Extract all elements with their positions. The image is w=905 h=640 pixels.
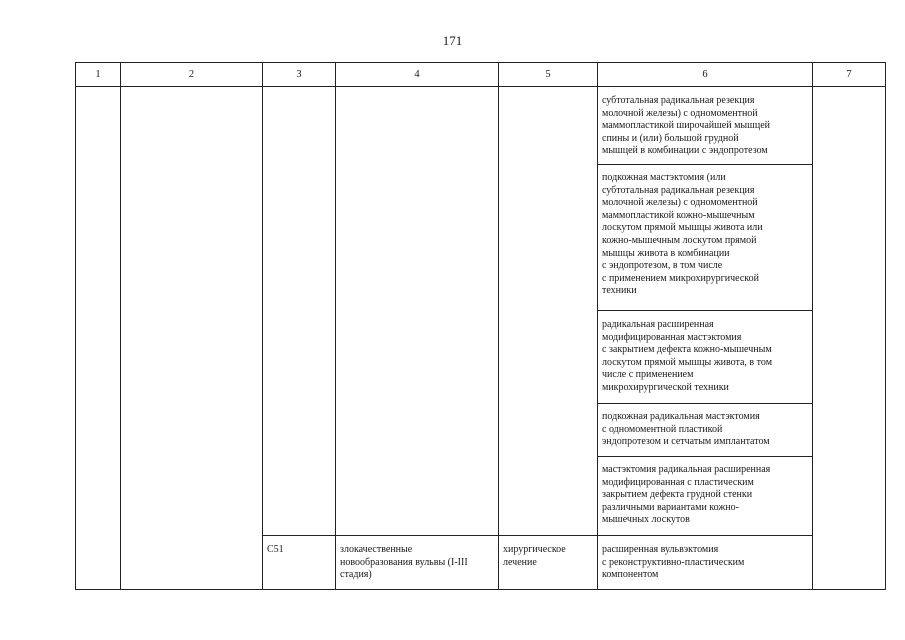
treatment-method-cell: радикальная расширенная модифицированная мастэктомия с закрытием дефекта кожно-мышечным лоскутом прямой мышцы живота, в том числе с применением микрохирургической техники [602,319,773,393]
column-header: 4 [414,69,420,80]
col-border [75,62,76,590]
treatment-method-cell: мастэктомия радикальная расширенная модифицированная с пластическим закрытием дефекта грудной стенки различными вариантами кожно- мышечных лоскутов [602,464,771,526]
column-header: 1 [95,69,101,80]
treatment-method-cell: субтотальная радикальная резекция молочной железы) с одномоментной маммопластикой широчайшей мышцей спины и (или) большой грудной мышцей в комбинации с эндопротезом [602,95,770,157]
column-header: 7 [846,69,852,80]
treatment-type-cell: хирургическое лечение [503,544,566,568]
diagnosis-cell: злокачественные новообразования вульвы (I-III стадия) [340,544,468,581]
table-bottom-border [75,589,886,590]
row-divider [597,164,812,165]
page-number: 171 [442,33,463,48]
row-divider [597,310,812,311]
column-header: 3 [296,69,302,80]
column-header: 5 [545,69,551,80]
row-divider [597,403,812,404]
treatment-method-cell: расширенная вульвэктомия с реконструктивно-пластическим компонентом [602,544,745,581]
row-divider [597,456,812,457]
col-border [120,62,121,590]
col-border [597,62,598,590]
table-top-border [75,62,886,63]
treatment-method-cell: подкожная мастэктомия (или субтотальная радикальная резекция молочной железы) с одномоментной маммопластикой кожно-мышечным лоскутом прямой мышцы живота или кожно-мышечным лоскутом прямой мышцы живота в комбинации с эндопротезом, в том числе с применением микрохирургической техники [602,172,763,297]
column-header: 6 [702,69,708,80]
diagnosis-code-cell: C51 [267,544,284,555]
col-border [498,62,499,590]
row-divider [262,535,812,536]
header-bottom-border [75,86,886,87]
column-header: 2 [188,69,195,80]
col-border [335,62,336,590]
col-border [812,62,813,590]
treatment-method-cell: подкожная радикальная мастэктомия с одномоментной пластикой эндопротезом и сетчатым имплантатом [602,411,770,448]
col-border [262,62,263,590]
col-border [885,62,886,590]
